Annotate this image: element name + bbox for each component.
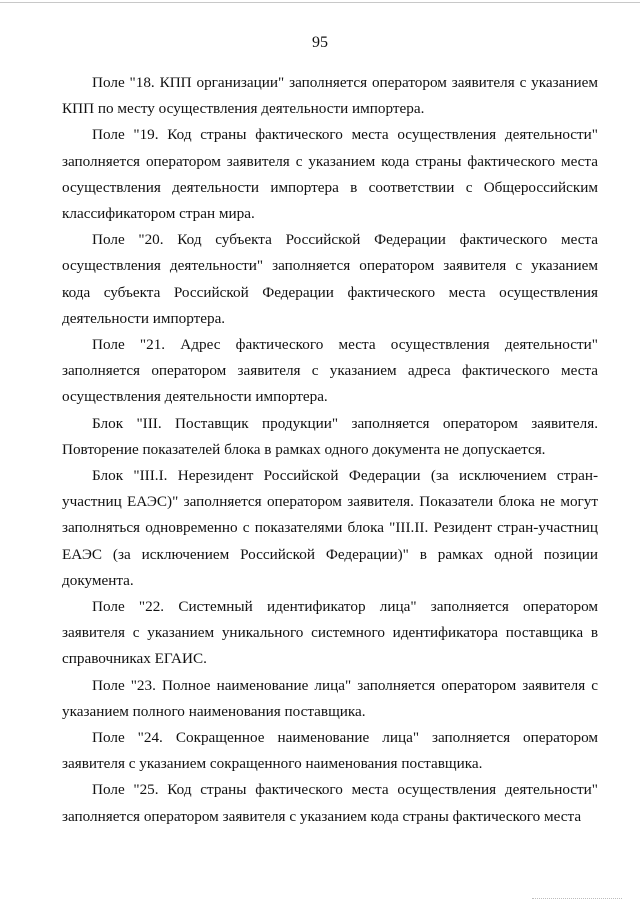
paragraph-field-19: Поле "19. Код страны фактического места осуществления деятельности" заполняется оператором заявителя с указанием кода страны фактического места осуществления деятельности импортера в соответствии с Общероссийским классификатором стран мира. [62, 126, 598, 223]
paragraph-block-iii: Блок "III. Поставщик продукции" заполняется оператором заявителя. Повторение показателей блока в рамках одного документа не допускается. [62, 414, 598, 458]
paragraph-field-18: Поле "18. КПП организации" заполняется оператором заявителя с указанием КПП по месту осуществления деятельности импортера. [62, 74, 598, 118]
paragraph-field-24: Поле "24. Сокращенное наименование лица" заполняется оператором заявителя с указанием сокращенного наименования поставщика. [62, 729, 598, 773]
bottom-scan-mark [532, 898, 622, 899]
top-scan-edge [0, 2, 640, 3]
paragraph-field-21: Поле "21. Адрес фактического места осуществления деятельности" заполняется оператором заявителя с указанием адреса фактического места осуществления деятельности импортера. [62, 336, 598, 406]
paragraph-field-25: Поле "25. Код страны фактического места осуществления деятельности" заполняется оператором заявителя с указанием кода страны фактического места [62, 781, 598, 825]
document-body [62, 70, 598, 830]
paragraph-block-iii-i: Блок "III.I. Нерезидент Российской Федерации (за исключением стран-участниц ЕАЭС)" заполняется оператором заявителя. Показатели блока не могут заполняться одновременно с показателями блока "III.II. Резидент стран-участниц ЕАЭС (за исключением Российской Федерации)" в рамках одной позиции документа. [62, 467, 598, 589]
page-number: 95 [312, 34, 328, 51]
paragraph-field-23: Поле "23. Полное наименование лица" заполняется оператором заявителя с указанием полного наименования поставщика. [62, 676, 598, 720]
paragraph-field-22: Поле "22. Системный идентификатор лица" заполняется оператором заявителя с указанием уникального системного идентификатора поставщика в справочниках ЕГАИС. [62, 598, 598, 668]
paragraph-field-20: Поле "20. Код субъекта Российской Федерации фактического места осуществления деятельности" заполняется оператором заявителя с указанием кода субъекта Российской Федерации фактического места осуществления деятельности импортера. [62, 231, 598, 327]
